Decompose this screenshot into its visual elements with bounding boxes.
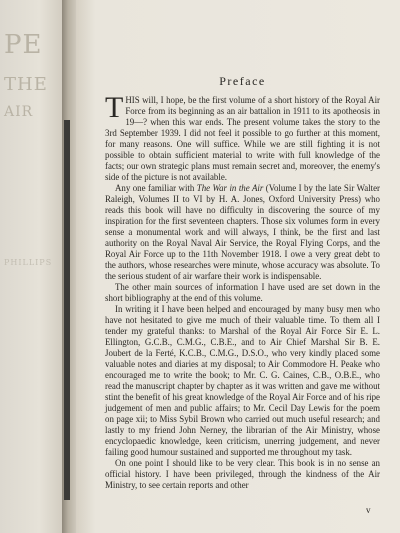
left-page-fragment: PE <box>4 30 43 60</box>
paragraph: The other main sources of information I have used are set down in the short bibliography at the end of this volume. <box>105 282 380 303</box>
left-page-fragment: AIR <box>4 104 34 120</box>
left-page-fragment: PHILLIPS <box>4 258 53 267</box>
paragraph-text: (Volume I by the late Sir Walter Raleigh, Volumes II to VI by H. A. Jones, Oxford University Press) who reads this book will have no difficulty in discovering the source of my inspiration for the first seventeen chapters. Those six volumes form in every sense a monumental work and will always, I think, be the first and last authority on the Royal Naval Air Service, the Royal Flying Corps, and the Royal Air Force up to the 11th November 1918. I owe a very great debt to the authors, whose researches were minute, whose accuracy was absolute. To the serious student of air warfare their work is indispensable. <box>105 183 380 281</box>
drop-cap: T <box>105 91 124 124</box>
paragraph-text: HIS will, I hope, be the first volume of a short history of the Royal Air Force from its beginning as an air battalion in 1911 to its apotheosis in 19—? when this war ends. The present volume takes the story to the 3rd September 1939. I did not feel it possible to go further at this moment, for many reasons. One will suffice. While we are still fighting it is not possible to obtain sufficient material to write with full knowledge of the facts; our own strategic plans must remain secret and, moreover, the enemy's side of the picture is not available. <box>105 95 380 182</box>
left-page <box>0 0 66 533</box>
book-title-italic: The War in the Air <box>196 183 264 193</box>
cover-board-edge <box>64 120 70 500</box>
paragraph-text: Any one familiar with <box>115 183 197 193</box>
page-title: Preface <box>219 74 266 88</box>
paragraph: In writing it I have been helped and encouraged by many busy men who have not hesitated to give me much of their valuable time. To them all I tender my grateful thanks: to Marshal of the Royal Air Force Sir E. L. Ellington, G.C.B., C.M.G., C.B.E., and to Air Chief Marshal Sir B. E. Joubert de la Ferté, K.C.B., C.M.G., D.S.O., who very kindly placed some valuable notes and diaries at my disposal; to Air Commodore H. Peake who encouraged me to write the book; to Mr. C. G. Caines, C.B., O.B.E., who read the manuscript chapter by chapter as it was written and gave me without stint the benefit of his great knowledge of the Royal Air Force and of his ripe judgement of men and public affairs; to Mr. Cecil Day Lewis for the poem on page xii; to Miss Sybil Brown who carried out much useful research; and lastly to my friend John Nerney, the librarian of the Air Ministry, whose encyclopaedic knowledge, keen criticism, unerring judgement, and never failing good humour sustained and supported me throughout my task. <box>105 304 380 457</box>
paragraph <box>105 91 380 183</box>
paragraph: On one point I should like to be very clear. This book is in no sense an official history. I have been privileged, through the kindness of the Air Ministry, to see certain reports and other <box>105 458 380 490</box>
left-page-fragment: THE <box>4 74 48 95</box>
page-number: v <box>366 505 371 515</box>
preface-text <box>105 76 380 491</box>
paragraph <box>105 183 380 282</box>
